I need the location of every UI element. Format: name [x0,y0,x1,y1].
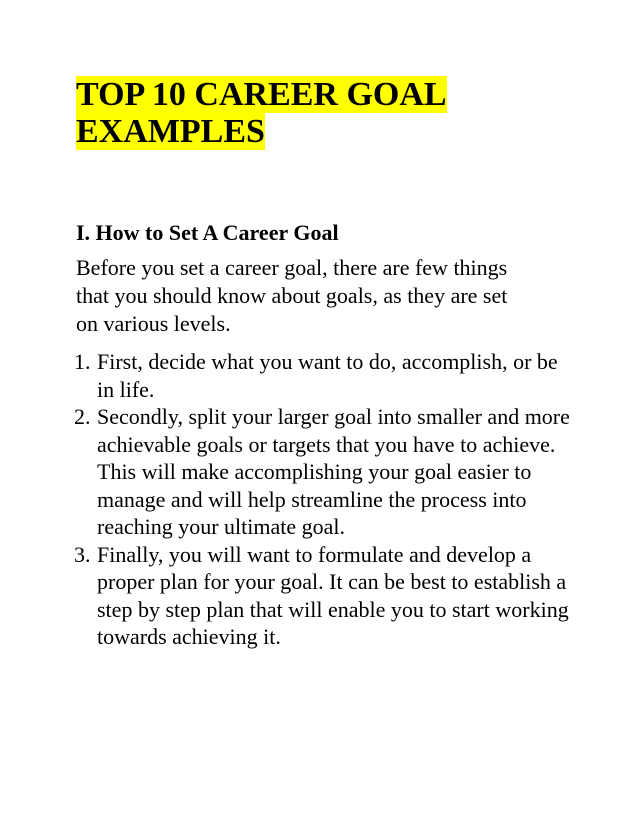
step-text: Finally, you will want to formulate and develop a proper plan for your goal. It can be best to establish a step by step plan that will enable you to start working towards achieving it. [97,541,569,649]
steps-list [76,348,576,651]
intro-paragraph: Before you set a career goal, there are few things that you should know about goals, as they are set on various levels. [76,255,508,336]
step-text: First, decide what you want to do, accomplish, or be in life. [97,349,558,402]
list-item-step-2 [76,403,576,541]
title-line-1: TOP 10 CAREER GOAL [76,76,447,113]
title-line-2: EXAMPLES [76,113,265,150]
step-number: 1. [74,349,91,374]
step-text: Secondly, split your larger goal into smaller and more achievable goals or targets that you have to achieve. This will make accomplishing your goal easier to manage and will help streamline the process into reaching your ultimate goal. [97,404,570,539]
list-item-step-1 [76,348,576,403]
document-title [76,76,576,150]
step-number: 3. [74,541,91,567]
section-heading: I. How to Set A Career Goal [76,220,339,245]
list-item-step-3 [76,541,576,651]
document-page [76,76,576,651]
step-number: 2. [74,404,91,429]
